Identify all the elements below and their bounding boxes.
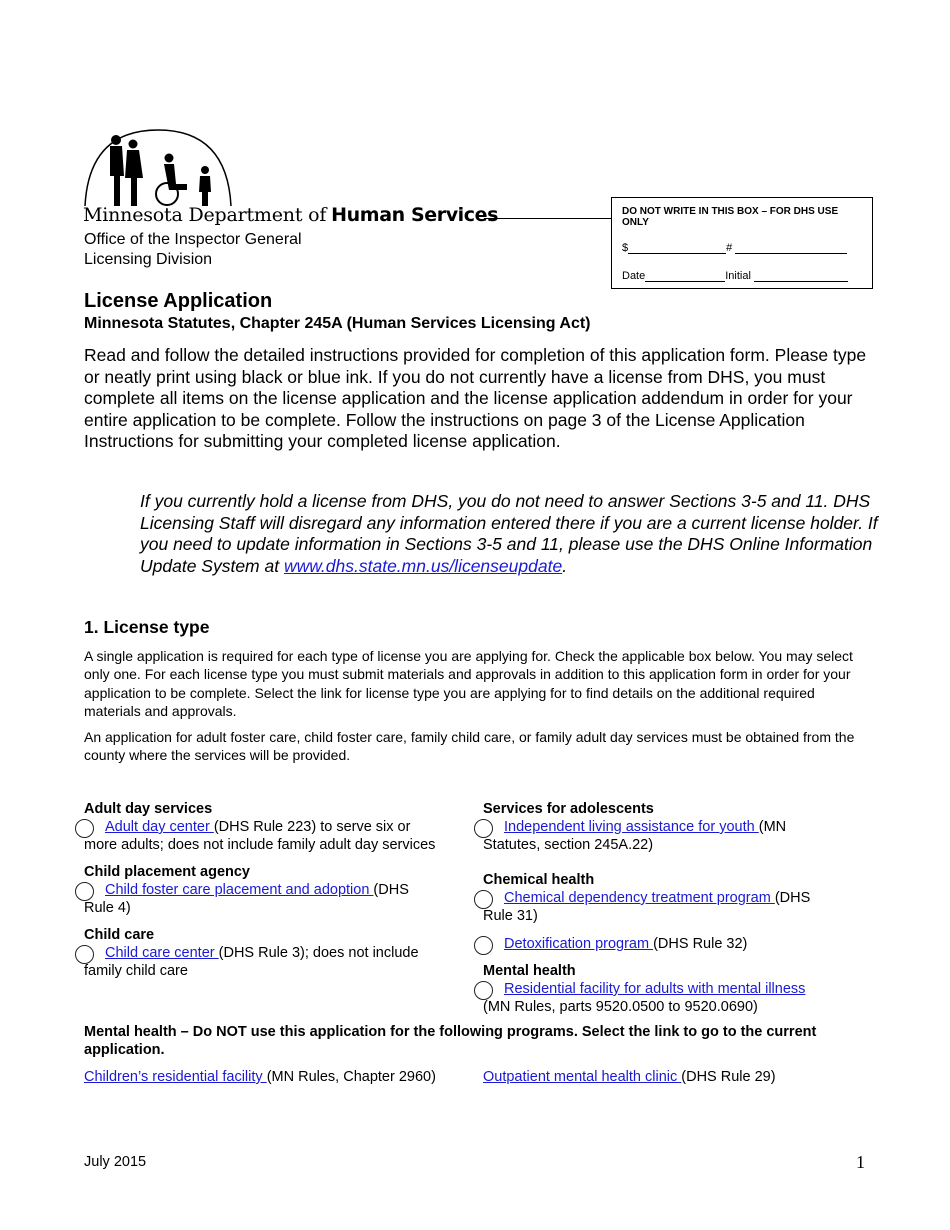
group-heading: Child care	[84, 927, 155, 943]
detoxification-link[interactable]: Detoxification program	[504, 936, 654, 952]
footer-date: July 2015	[84, 1154, 147, 1170]
date-field[interactable]	[645, 271, 725, 282]
adult-day-center-link[interactable]: Adult day center	[105, 819, 214, 835]
office-line-2: Licensing Division	[84, 251, 213, 268]
group-services-for-adolescents	[483, 800, 863, 854]
page-subtitle: Minnesota Statutes, Chapter 245A (Human Services Licensing Act)	[84, 315, 591, 332]
note-end: .	[562, 555, 568, 576]
independent-living-link[interactable]: Independent living assistance for youth	[504, 819, 759, 835]
dhs-logo	[83, 126, 233, 208]
radio-detoxification[interactable]	[474, 936, 493, 955]
department-name-bold: Human Services	[331, 204, 499, 226]
section-1-paragraph-1: A single application is required for each type of license you are applying for. Check the applicable box below. You may select only one. For each license type you must submit materials and approvals in addition to this application form in order for your application to be complete. Select the link for license type you are applying for to find details on the additional required materials and approvals.	[84, 648, 853, 719]
group-mental-health	[483, 962, 863, 1016]
childrens-residential-entry	[84, 1069, 436, 1085]
section-1-title: 1. License type	[84, 617, 210, 637]
group-child-placement-agency	[84, 863, 474, 917]
option-text-continued: Rule 4)	[84, 900, 131, 916]
initial-label: Initial	[725, 270, 751, 282]
page-title: License Application	[84, 290, 273, 312]
radio-residential-facility-adults[interactable]	[474, 981, 493, 1000]
license-update-link[interactable]: www.dhs.state.mn.us/licenseupdate	[283, 555, 563, 576]
group-heading: Services for adolescents	[483, 801, 654, 817]
group-child-care	[84, 926, 474, 980]
radio-adult-day-center[interactable]	[75, 819, 94, 838]
intro-paragraph: Read and follow the detailed instructions provided for completion of this application form. Please type or neatly print using black or blue ink. If you do not currently have a license from DHS, you must complete all items on the license application and the license application addendum in order for your entire application to be complete. Follow the instructions on page 3 of the License Application Instructions for submitting your completed license application.	[84, 345, 867, 452]
group-chemical-health	[483, 871, 863, 953]
option-residential-facility-adults	[483, 980, 863, 998]
office-line-1: Office of the Inspector General	[84, 231, 302, 248]
option-text: (DHS Rule 3); does not include	[218, 945, 419, 961]
group-heading: Mental health	[483, 963, 576, 979]
group-adult-day-services	[84, 800, 474, 854]
note-text: If you currently hold a license from DHS, you do not need to answer Sections 3-5 and 11. DHS Licensing Staff will disregard any information entered there if you are a current license holder. If you need to update information in Sections 3-5 and 11, please use the DHS Online Information Update System at	[140, 491, 878, 576]
option-text: (MN	[758, 819, 787, 835]
dhs-use-only-box	[611, 197, 873, 289]
option-text: (DHS Rule 32)	[653, 936, 748, 952]
dollar-label: $	[622, 242, 629, 254]
child-care-center-link[interactable]: Child care center	[105, 945, 219, 961]
office-block	[84, 230, 302, 270]
group-heading: Chemical health	[483, 872, 595, 888]
child-foster-care-link[interactable]: Child foster care placement and adoption	[105, 882, 374, 898]
option-text-continued: Statutes, section 245A.22)	[483, 837, 654, 853]
number-field[interactable]	[735, 243, 847, 254]
chemical-dependency-link[interactable]: Chemical dependency treatment program	[504, 890, 775, 906]
dhs-box-heading: DO NOT WRITE IN THIS BOX – FOR DHS USE ONLY	[622, 206, 839, 228]
option-text-continued: (MN Rules, parts 9520.0500 to 9520.0690)	[483, 999, 758, 1015]
option-chemical-dependency	[483, 889, 863, 925]
dollar-field[interactable]	[628, 243, 726, 254]
residential-facility-adults-link[interactable]: Residential facility for adults with mental illness	[504, 981, 806, 997]
department-name-serif: Minnesota Department of	[83, 204, 327, 226]
childrens-residential-text: (MN Rules, Chapter 2960)	[266, 1069, 436, 1085]
option-text: (DHS	[774, 890, 811, 906]
current-license-note	[140, 491, 880, 577]
outpatient-clinic-link[interactable]: Outpatient mental health clinic	[483, 1069, 682, 1085]
header-rule	[484, 218, 612, 219]
date-label: Date	[622, 270, 646, 282]
department-name	[83, 204, 498, 226]
radio-chemical-dependency[interactable]	[474, 890, 493, 909]
group-heading: Child placement agency	[84, 864, 250, 880]
group-heading: Adult day services	[84, 801, 213, 817]
radio-child-foster-care[interactable]	[75, 882, 94, 901]
number-label: #	[726, 242, 733, 254]
option-text-continued: Rule 31)	[483, 908, 538, 924]
section-1-paragraph-2: An application for adult foster care, child foster care, family child care, or family adult day services must be obtained from the county where the services will be provided.	[84, 729, 855, 764]
option-child-care-center	[84, 944, 474, 980]
option-text-continued: more adults; does not include family adult day services	[84, 837, 436, 853]
childrens-residential-link[interactable]: Children’s residential facility	[84, 1069, 267, 1085]
option-adult-day-center	[84, 818, 474, 854]
option-text-continued: family child care	[84, 963, 188, 979]
outpatient-clinic-entry	[483, 1069, 776, 1085]
mental-health-note: Mental health – Do NOT use this application for the following programs. Select the link to go to the current application.	[84, 1024, 817, 1058]
radio-independent-living[interactable]	[474, 819, 493, 838]
outpatient-clinic-text: (DHS Rule 29)	[681, 1069, 776, 1085]
option-text: (DHS Rule 223) to serve six or	[213, 819, 411, 835]
option-detoxification	[483, 935, 863, 953]
radio-child-care-center[interactable]	[75, 945, 94, 964]
page-number: 1	[856, 1152, 865, 1172]
option-text: (DHS	[373, 882, 409, 898]
initial-field[interactable]	[754, 271, 848, 282]
option-child-foster-care	[84, 881, 474, 917]
option-independent-living	[483, 818, 863, 854]
